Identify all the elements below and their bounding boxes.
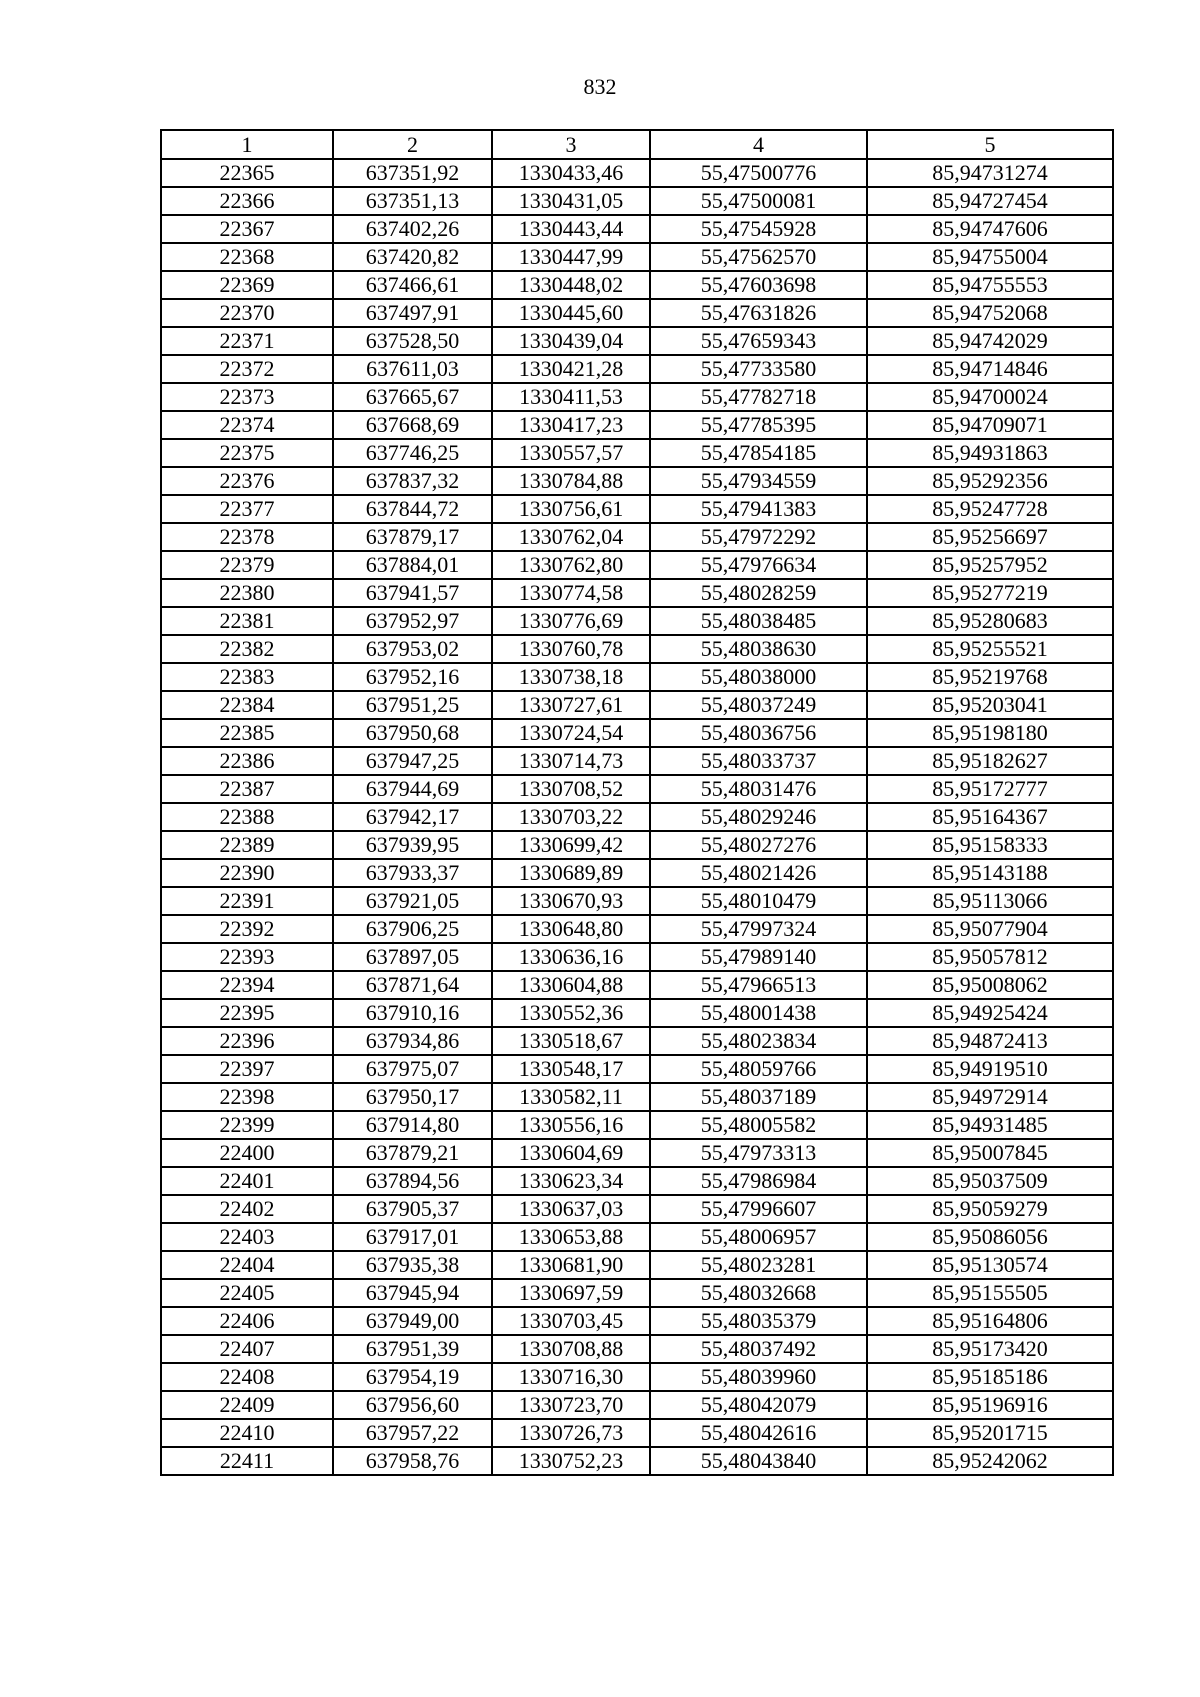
longitude-cell: 85,94972914 xyxy=(867,1083,1113,1111)
y-coordinate-cell: 1330653,88 xyxy=(492,1223,650,1251)
x-coordinate-cell: 637944,69 xyxy=(333,775,492,803)
table-row xyxy=(161,691,1113,719)
latitude-cell: 55,47782718 xyxy=(650,383,867,411)
x-coordinate-cell: 637921,05 xyxy=(333,887,492,915)
table-row xyxy=(161,887,1113,915)
y-coordinate-cell: 1330776,69 xyxy=(492,607,650,635)
point-number-cell: 22381 xyxy=(161,607,333,635)
latitude-cell: 55,48042079 xyxy=(650,1391,867,1419)
point-number-cell: 22376 xyxy=(161,467,333,495)
y-coordinate-cell: 1330689,89 xyxy=(492,859,650,887)
x-coordinate-cell: 637906,25 xyxy=(333,915,492,943)
point-number-cell: 22384 xyxy=(161,691,333,719)
latitude-cell: 55,48033737 xyxy=(650,747,867,775)
table-row xyxy=(161,1027,1113,1055)
longitude-cell: 85,95113066 xyxy=(867,887,1113,915)
point-number-cell: 22394 xyxy=(161,971,333,999)
point-number-cell: 22387 xyxy=(161,775,333,803)
longitude-cell: 85,95086056 xyxy=(867,1223,1113,1251)
longitude-cell: 85,95256697 xyxy=(867,523,1113,551)
table-row xyxy=(161,1419,1113,1447)
x-coordinate-cell: 637746,25 xyxy=(333,439,492,467)
x-coordinate-cell: 637917,01 xyxy=(333,1223,492,1251)
point-number-cell: 22372 xyxy=(161,355,333,383)
point-number-cell: 22378 xyxy=(161,523,333,551)
y-coordinate-cell: 1330518,67 xyxy=(492,1027,650,1055)
y-coordinate-cell: 1330756,61 xyxy=(492,495,650,523)
y-coordinate-cell: 1330774,58 xyxy=(492,579,650,607)
y-coordinate-cell: 1330726,73 xyxy=(492,1419,650,1447)
x-coordinate-cell: 637402,26 xyxy=(333,215,492,243)
x-coordinate-cell: 637950,68 xyxy=(333,719,492,747)
longitude-cell: 85,95057812 xyxy=(867,943,1113,971)
latitude-cell: 55,48032668 xyxy=(650,1279,867,1307)
latitude-cell: 55,48038630 xyxy=(650,635,867,663)
latitude-cell: 55,48010479 xyxy=(650,887,867,915)
longitude-cell: 85,95173420 xyxy=(867,1335,1113,1363)
y-coordinate-cell: 1330723,70 xyxy=(492,1391,650,1419)
x-coordinate-cell: 637665,67 xyxy=(333,383,492,411)
table-row xyxy=(161,1195,1113,1223)
longitude-cell: 85,94747606 xyxy=(867,215,1113,243)
point-number-cell: 22368 xyxy=(161,243,333,271)
y-coordinate-cell: 1330762,04 xyxy=(492,523,650,551)
table-row xyxy=(161,411,1113,439)
latitude-cell: 55,47659343 xyxy=(650,327,867,355)
x-coordinate-cell: 637611,03 xyxy=(333,355,492,383)
table-row xyxy=(161,187,1113,215)
y-coordinate-cell: 1330417,23 xyxy=(492,411,650,439)
longitude-cell: 85,95280683 xyxy=(867,607,1113,635)
point-number-cell: 22367 xyxy=(161,215,333,243)
table-row xyxy=(161,1307,1113,1335)
latitude-cell: 55,48006957 xyxy=(650,1223,867,1251)
point-number-cell: 22409 xyxy=(161,1391,333,1419)
y-coordinate-cell: 1330443,44 xyxy=(492,215,650,243)
y-coordinate-cell: 1330448,02 xyxy=(492,271,650,299)
latitude-cell: 55,48039960 xyxy=(650,1363,867,1391)
y-coordinate-cell: 1330421,28 xyxy=(492,355,650,383)
table-row xyxy=(161,271,1113,299)
x-coordinate-cell: 637935,38 xyxy=(333,1251,492,1279)
x-coordinate-cell: 637905,37 xyxy=(333,1195,492,1223)
x-coordinate-cell: 637351,13 xyxy=(333,187,492,215)
latitude-cell: 55,48031476 xyxy=(650,775,867,803)
longitude-cell: 85,94931863 xyxy=(867,439,1113,467)
point-number-cell: 22406 xyxy=(161,1307,333,1335)
point-number-cell: 22393 xyxy=(161,943,333,971)
table-row xyxy=(161,523,1113,551)
coordinates-table xyxy=(160,129,1114,1476)
point-number-cell: 22380 xyxy=(161,579,333,607)
latitude-cell: 55,47996607 xyxy=(650,1195,867,1223)
x-coordinate-cell: 637351,92 xyxy=(333,159,492,187)
table-row xyxy=(161,299,1113,327)
y-coordinate-cell: 1330556,16 xyxy=(492,1111,650,1139)
y-coordinate-cell: 1330760,78 xyxy=(492,635,650,663)
y-coordinate-cell: 1330433,46 xyxy=(492,159,650,187)
point-number-cell: 22397 xyxy=(161,1055,333,1083)
latitude-cell: 55,47966513 xyxy=(650,971,867,999)
table-row xyxy=(161,467,1113,495)
y-coordinate-cell: 1330708,88 xyxy=(492,1335,650,1363)
column-header: 5 xyxy=(867,130,1113,159)
table-row xyxy=(161,1363,1113,1391)
longitude-cell: 85,94731274 xyxy=(867,159,1113,187)
latitude-cell: 55,47854185 xyxy=(650,439,867,467)
y-coordinate-cell: 1330703,45 xyxy=(492,1307,650,1335)
longitude-cell: 85,94742029 xyxy=(867,327,1113,355)
y-coordinate-cell: 1330703,22 xyxy=(492,803,650,831)
y-coordinate-cell: 1330784,88 xyxy=(492,467,650,495)
longitude-cell: 85,94727454 xyxy=(867,187,1113,215)
column-header: 2 xyxy=(333,130,492,159)
table-row xyxy=(161,635,1113,663)
latitude-cell: 55,48029246 xyxy=(650,803,867,831)
x-coordinate-cell: 637952,97 xyxy=(333,607,492,635)
point-number-cell: 22365 xyxy=(161,159,333,187)
longitude-cell: 85,95158333 xyxy=(867,831,1113,859)
x-coordinate-cell: 637420,82 xyxy=(333,243,492,271)
longitude-cell: 85,95143188 xyxy=(867,859,1113,887)
longitude-cell: 85,95077904 xyxy=(867,915,1113,943)
latitude-cell: 55,47934559 xyxy=(650,467,867,495)
point-number-cell: 22385 xyxy=(161,719,333,747)
latitude-cell: 55,47603698 xyxy=(650,271,867,299)
latitude-cell: 55,48059766 xyxy=(650,1055,867,1083)
latitude-cell: 55,48001438 xyxy=(650,999,867,1027)
point-number-cell: 22373 xyxy=(161,383,333,411)
x-coordinate-cell: 637954,19 xyxy=(333,1363,492,1391)
x-coordinate-cell: 637914,80 xyxy=(333,1111,492,1139)
longitude-cell: 85,95198180 xyxy=(867,719,1113,747)
x-coordinate-cell: 637466,61 xyxy=(333,271,492,299)
latitude-cell: 55,48037492 xyxy=(650,1335,867,1363)
longitude-cell: 85,95201715 xyxy=(867,1419,1113,1447)
latitude-cell: 55,48038000 xyxy=(650,663,867,691)
column-header: 4 xyxy=(650,130,867,159)
latitude-cell: 55,47941383 xyxy=(650,495,867,523)
latitude-cell: 55,48027276 xyxy=(650,831,867,859)
table-row xyxy=(161,971,1113,999)
x-coordinate-cell: 637897,05 xyxy=(333,943,492,971)
table-row xyxy=(161,243,1113,271)
point-number-cell: 22374 xyxy=(161,411,333,439)
table-row xyxy=(161,1251,1113,1279)
y-coordinate-cell: 1330716,30 xyxy=(492,1363,650,1391)
table-row xyxy=(161,355,1113,383)
point-number-cell: 22369 xyxy=(161,271,333,299)
longitude-cell: 85,94755553 xyxy=(867,271,1113,299)
table-row xyxy=(161,607,1113,635)
y-coordinate-cell: 1330548,17 xyxy=(492,1055,650,1083)
x-coordinate-cell: 637952,16 xyxy=(333,663,492,691)
table-row xyxy=(161,663,1113,691)
latitude-cell: 55,47500776 xyxy=(650,159,867,187)
table-row xyxy=(161,1223,1113,1251)
y-coordinate-cell: 1330411,53 xyxy=(492,383,650,411)
longitude-cell: 85,95182627 xyxy=(867,747,1113,775)
y-coordinate-cell: 1330727,61 xyxy=(492,691,650,719)
table-row xyxy=(161,775,1113,803)
x-coordinate-cell: 637942,17 xyxy=(333,803,492,831)
latitude-cell: 55,48023281 xyxy=(650,1251,867,1279)
longitude-cell: 85,95172777 xyxy=(867,775,1113,803)
point-number-cell: 22377 xyxy=(161,495,333,523)
point-number-cell: 22391 xyxy=(161,887,333,915)
longitude-cell: 85,95037509 xyxy=(867,1167,1113,1195)
table-row xyxy=(161,999,1113,1027)
table-row xyxy=(161,943,1113,971)
page-number: 832 xyxy=(583,74,617,99)
y-coordinate-cell: 1330447,99 xyxy=(492,243,650,271)
x-coordinate-cell: 637497,91 xyxy=(333,299,492,327)
table-row xyxy=(161,803,1113,831)
y-coordinate-cell: 1330637,03 xyxy=(492,1195,650,1223)
longitude-cell: 85,94752068 xyxy=(867,299,1113,327)
y-coordinate-cell: 1330552,36 xyxy=(492,999,650,1027)
longitude-cell: 85,95008062 xyxy=(867,971,1113,999)
point-number-cell: 22379 xyxy=(161,551,333,579)
longitude-cell: 85,95164806 xyxy=(867,1307,1113,1335)
y-coordinate-cell: 1330681,90 xyxy=(492,1251,650,1279)
y-coordinate-cell: 1330714,73 xyxy=(492,747,650,775)
point-number-cell: 22399 xyxy=(161,1111,333,1139)
table-row xyxy=(161,1055,1113,1083)
latitude-cell: 55,47500081 xyxy=(650,187,867,215)
longitude-cell: 85,95196916 xyxy=(867,1391,1113,1419)
point-number-cell: 22388 xyxy=(161,803,333,831)
point-number-cell: 22401 xyxy=(161,1167,333,1195)
point-number-cell: 22400 xyxy=(161,1139,333,1167)
table-row xyxy=(161,495,1113,523)
y-coordinate-cell: 1330762,80 xyxy=(492,551,650,579)
point-number-cell: 22370 xyxy=(161,299,333,327)
y-coordinate-cell: 1330604,88 xyxy=(492,971,650,999)
table-row xyxy=(161,719,1113,747)
table-row xyxy=(161,1335,1113,1363)
point-number-cell: 22375 xyxy=(161,439,333,467)
longitude-cell: 85,95219768 xyxy=(867,663,1113,691)
table-row xyxy=(161,1391,1113,1419)
table-row xyxy=(161,1111,1113,1139)
header-row xyxy=(161,130,1113,159)
y-coordinate-cell: 1330557,57 xyxy=(492,439,650,467)
longitude-cell: 85,94700024 xyxy=(867,383,1113,411)
y-coordinate-cell: 1330699,42 xyxy=(492,831,650,859)
longitude-cell: 85,94714846 xyxy=(867,355,1113,383)
y-coordinate-cell: 1330431,05 xyxy=(492,187,650,215)
x-coordinate-cell: 637879,17 xyxy=(333,523,492,551)
point-number-cell: 22382 xyxy=(161,635,333,663)
x-coordinate-cell: 637894,56 xyxy=(333,1167,492,1195)
y-coordinate-cell: 1330752,23 xyxy=(492,1447,650,1475)
x-coordinate-cell: 637945,94 xyxy=(333,1279,492,1307)
point-number-cell: 22396 xyxy=(161,1027,333,1055)
point-number-cell: 22403 xyxy=(161,1223,333,1251)
x-coordinate-cell: 637668,69 xyxy=(333,411,492,439)
column-header: 1 xyxy=(161,130,333,159)
y-coordinate-cell: 1330604,69 xyxy=(492,1139,650,1167)
table-row xyxy=(161,915,1113,943)
point-number-cell: 22410 xyxy=(161,1419,333,1447)
point-number-cell: 22390 xyxy=(161,859,333,887)
point-number-cell: 22392 xyxy=(161,915,333,943)
x-coordinate-cell: 637951,39 xyxy=(333,1335,492,1363)
x-coordinate-cell: 637879,21 xyxy=(333,1139,492,1167)
x-coordinate-cell: 637958,76 xyxy=(333,1447,492,1475)
longitude-cell: 85,95007845 xyxy=(867,1139,1113,1167)
latitude-cell: 55,47986984 xyxy=(650,1167,867,1195)
y-coordinate-cell: 1330724,54 xyxy=(492,719,650,747)
longitude-cell: 85,95242062 xyxy=(867,1447,1113,1475)
y-coordinate-cell: 1330439,04 xyxy=(492,327,650,355)
longitude-cell: 85,94709071 xyxy=(867,411,1113,439)
y-coordinate-cell: 1330582,11 xyxy=(492,1083,650,1111)
table-row xyxy=(161,551,1113,579)
latitude-cell: 55,47997324 xyxy=(650,915,867,943)
point-number-cell: 22389 xyxy=(161,831,333,859)
x-coordinate-cell: 637956,60 xyxy=(333,1391,492,1419)
latitude-cell: 55,47973313 xyxy=(650,1139,867,1167)
longitude-cell: 85,95277219 xyxy=(867,579,1113,607)
table-row xyxy=(161,159,1113,187)
point-number-cell: 22411 xyxy=(161,1447,333,1475)
point-number-cell: 22395 xyxy=(161,999,333,1027)
latitude-cell: 55,47562570 xyxy=(650,243,867,271)
table-header xyxy=(161,130,1113,159)
latitude-cell: 55,47976634 xyxy=(650,551,867,579)
x-coordinate-cell: 637953,02 xyxy=(333,635,492,663)
y-coordinate-cell: 1330708,52 xyxy=(492,775,650,803)
x-coordinate-cell: 637844,72 xyxy=(333,495,492,523)
y-coordinate-cell: 1330670,93 xyxy=(492,887,650,915)
longitude-cell: 85,95292356 xyxy=(867,467,1113,495)
column-header: 3 xyxy=(492,130,650,159)
x-coordinate-cell: 637910,16 xyxy=(333,999,492,1027)
point-number-cell: 22398 xyxy=(161,1083,333,1111)
latitude-cell: 55,47972292 xyxy=(650,523,867,551)
y-coordinate-cell: 1330738,18 xyxy=(492,663,650,691)
table-row xyxy=(161,327,1113,355)
table-row xyxy=(161,831,1113,859)
longitude-cell: 85,95247728 xyxy=(867,495,1113,523)
x-coordinate-cell: 637934,86 xyxy=(333,1027,492,1055)
latitude-cell: 55,47785395 xyxy=(650,411,867,439)
table-row xyxy=(161,747,1113,775)
latitude-cell: 55,47989140 xyxy=(650,943,867,971)
longitude-cell: 85,94755004 xyxy=(867,243,1113,271)
point-number-cell: 22407 xyxy=(161,1335,333,1363)
point-number-cell: 22366 xyxy=(161,187,333,215)
latitude-cell: 55,47545928 xyxy=(650,215,867,243)
x-coordinate-cell: 637951,25 xyxy=(333,691,492,719)
y-coordinate-cell: 1330445,60 xyxy=(492,299,650,327)
table-row xyxy=(161,1447,1113,1475)
x-coordinate-cell: 637528,50 xyxy=(333,327,492,355)
latitude-cell: 55,48035379 xyxy=(650,1307,867,1335)
latitude-cell: 55,48042616 xyxy=(650,1419,867,1447)
x-coordinate-cell: 637837,32 xyxy=(333,467,492,495)
longitude-cell: 85,95203041 xyxy=(867,691,1113,719)
longitude-cell: 85,94919510 xyxy=(867,1055,1113,1083)
x-coordinate-cell: 637950,17 xyxy=(333,1083,492,1111)
table-row xyxy=(161,859,1113,887)
longitude-cell: 85,95257952 xyxy=(867,551,1113,579)
x-coordinate-cell: 637947,25 xyxy=(333,747,492,775)
x-coordinate-cell: 637975,07 xyxy=(333,1055,492,1083)
x-coordinate-cell: 637933,37 xyxy=(333,859,492,887)
x-coordinate-cell: 637871,64 xyxy=(333,971,492,999)
longitude-cell: 85,94925424 xyxy=(867,999,1113,1027)
longitude-cell: 85,95255521 xyxy=(867,635,1113,663)
table-row xyxy=(161,1083,1113,1111)
latitude-cell: 55,48023834 xyxy=(650,1027,867,1055)
latitude-cell: 55,48037249 xyxy=(650,691,867,719)
point-number-cell: 22383 xyxy=(161,663,333,691)
longitude-cell: 85,95155505 xyxy=(867,1279,1113,1307)
y-coordinate-cell: 1330636,16 xyxy=(492,943,650,971)
latitude-cell: 55,47631826 xyxy=(650,299,867,327)
x-coordinate-cell: 637957,22 xyxy=(333,1419,492,1447)
latitude-cell: 55,48028259 xyxy=(650,579,867,607)
point-number-cell: 22371 xyxy=(161,327,333,355)
latitude-cell: 55,48036756 xyxy=(650,719,867,747)
latitude-cell: 55,48038485 xyxy=(650,607,867,635)
point-number-cell: 22408 xyxy=(161,1363,333,1391)
point-number-cell: 22404 xyxy=(161,1251,333,1279)
y-coordinate-cell: 1330648,80 xyxy=(492,915,650,943)
table-row xyxy=(161,1139,1113,1167)
point-number-cell: 22405 xyxy=(161,1279,333,1307)
table-row xyxy=(161,383,1113,411)
longitude-cell: 85,94872413 xyxy=(867,1027,1113,1055)
y-coordinate-cell: 1330623,34 xyxy=(492,1167,650,1195)
x-coordinate-cell: 637939,95 xyxy=(333,831,492,859)
latitude-cell: 55,48021426 xyxy=(650,859,867,887)
x-coordinate-cell: 637949,00 xyxy=(333,1307,492,1335)
longitude-cell: 85,95164367 xyxy=(867,803,1113,831)
latitude-cell: 55,48037189 xyxy=(650,1083,867,1111)
table-body xyxy=(161,159,1113,1475)
table-row xyxy=(161,215,1113,243)
latitude-cell: 55,48043840 xyxy=(650,1447,867,1475)
x-coordinate-cell: 637884,01 xyxy=(333,551,492,579)
point-number-cell: 22402 xyxy=(161,1195,333,1223)
longitude-cell: 85,95059279 xyxy=(867,1195,1113,1223)
longitude-cell: 85,95130574 xyxy=(867,1251,1113,1279)
table-row xyxy=(161,1279,1113,1307)
table-row xyxy=(161,1167,1113,1195)
latitude-cell: 55,48005582 xyxy=(650,1111,867,1139)
point-number-cell: 22386 xyxy=(161,747,333,775)
y-coordinate-cell: 1330697,59 xyxy=(492,1279,650,1307)
x-coordinate-cell: 637941,57 xyxy=(333,579,492,607)
table-row xyxy=(161,439,1113,467)
latitude-cell: 55,47733580 xyxy=(650,355,867,383)
table-row xyxy=(161,579,1113,607)
longitude-cell: 85,95185186 xyxy=(867,1363,1113,1391)
longitude-cell: 85,94931485 xyxy=(867,1111,1113,1139)
